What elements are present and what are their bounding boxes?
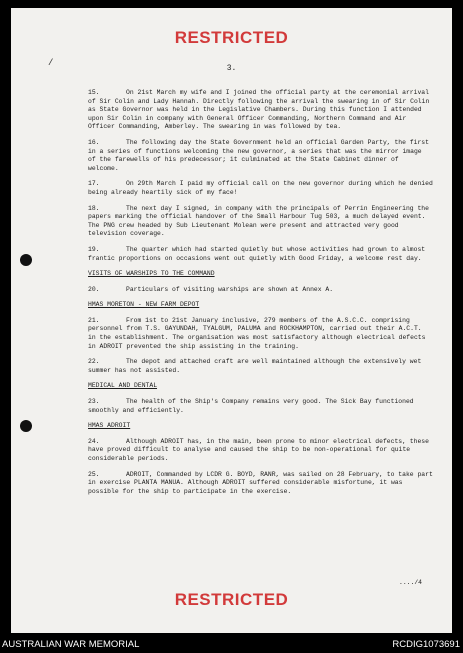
section-heading: HMAS ADROIT	[88, 422, 131, 430]
numbered-paragraph	[88, 246, 433, 263]
paragraph-text: On 21st March my wife and I joined the official party at the ceremonial arrival of Sir Colin and Lady Hannah. Directly following the arrival the swearing in of Sir Colin as State Governor was held in the Legislative Chambers. During this function I attended upon Sir Colin in company with General Officer Commanding, Northern Command and Air Officer Commanding, Amberley. The swearing in was followed by tea.	[88, 89, 430, 131]
punch-hole-bottom	[20, 420, 32, 432]
paragraph-text: The next day I signed, in company with the principals of Perrin Engineering the papers marking the official handover of the Small Harbour Tug 503, a much delayed event. The PNG crew headed by Sub Lieutenant Molean were present and attracted very good television coverage.	[88, 204, 429, 238]
paragraph-text: Particulars of visiting warships are shown at Annex A.	[126, 285, 334, 293]
paragraph-text: The health of the Ship's Company remains very good. The Sick Bay functioned smoothly and efficiently.	[88, 398, 414, 414]
archive-caption	[0, 637, 463, 653]
paragraph-number: 21.	[88, 316, 100, 324]
paragraph-text: The following day the State Government held an official Garden Party, the first in a series of functions welcoming the new governor, a series that was the mirror image of the farewells of his predecessor; it culminated at the State Cabinet dinner of welcome.	[88, 138, 429, 172]
paragraph-number: 20.	[88, 285, 100, 293]
page-number: 3.	[226, 64, 237, 73]
numbered-paragraph	[88, 438, 433, 464]
archive-id: RCDIG1073691	[392, 639, 460, 650]
paragraph-number: 19.	[88, 245, 100, 253]
paragraph-number: 23.	[88, 398, 100, 406]
paragraph-text: The quarter which had started quietly but whose activities had grown to almost frantic proportions on occasions went out quietly with Good Friday, a welcome rest day.	[88, 245, 426, 262]
restricted-stamp-bottom: RESTRICTED	[174, 590, 289, 609]
paragraph-number: 25.	[88, 470, 100, 478]
archive-name: AUSTRALIAN WAR MEMORIAL	[2, 639, 140, 650]
paragraph-text: ADROIT, Commanded by LCDR G. BOYD, RANR, was sailed on 28 February, to take part in exercise PLANTA MANUA. Although ADROIT suffered considerable misfortune, it was possible for the ship to participate in the exercise.	[88, 470, 433, 495]
numbered-paragraph	[88, 317, 433, 351]
paragraph-number: 18.	[88, 204, 100, 212]
paragraph-text: Although ADROIT has, in the main, been prone to minor electrical defects, these have proved difficult to analyse and caused the ship to be non-operational for quite considerable periods.	[88, 437, 429, 462]
section-heading: HMAS MORETON - NEW FARM DEPOT	[88, 301, 200, 309]
paragraph-number: 24.	[88, 437, 100, 445]
numbered-paragraph	[88, 471, 433, 497]
numbered-paragraph	[88, 358, 433, 375]
paragraph-number: 17.	[88, 180, 100, 188]
paragraph-text: From 1st to 21st January inclusive, 279 members of the A.S.C.C. comprising personnel from T.S. GAYUNDAH, TYALGUM, PALUMA and ROCKHAMPTON, carried out their A.C.T. in the establishment. The organisation was most satisfactory although electrical defects in ADROIT prevented the ship assisting in the training.	[88, 316, 426, 350]
document-body	[88, 89, 433, 503]
numbered-paragraph	[88, 398, 433, 415]
margin-mark: /	[48, 58, 54, 68]
paragraph-number: 16.	[88, 138, 100, 146]
restricted-stamp-top: RESTRICTED	[174, 28, 289, 47]
paragraph-number: 22.	[88, 358, 100, 366]
numbered-paragraph	[88, 89, 433, 132]
paragraph-text: The depot and attached craft are well maintained although the extensively wet summer has not assisted.	[88, 358, 422, 374]
numbered-paragraph	[88, 286, 433, 295]
paragraph-text: On 29th March I paid my official call on the new governor during which he denied being already heartily sick of my face!	[88, 180, 433, 196]
numbered-paragraph	[88, 180, 433, 197]
numbered-paragraph	[88, 139, 433, 173]
paragraph-number: 15.	[88, 89, 100, 96]
section-heading: MEDICAL AND DENTAL	[88, 382, 158, 390]
section-heading: VISITS OF WARSHIPS TO THE COMMAND	[88, 270, 215, 278]
document-page	[11, 8, 452, 633]
punch-hole-top	[20, 254, 32, 266]
numbered-paragraph	[88, 205, 433, 239]
continuation-marker: ..../4	[399, 579, 423, 586]
